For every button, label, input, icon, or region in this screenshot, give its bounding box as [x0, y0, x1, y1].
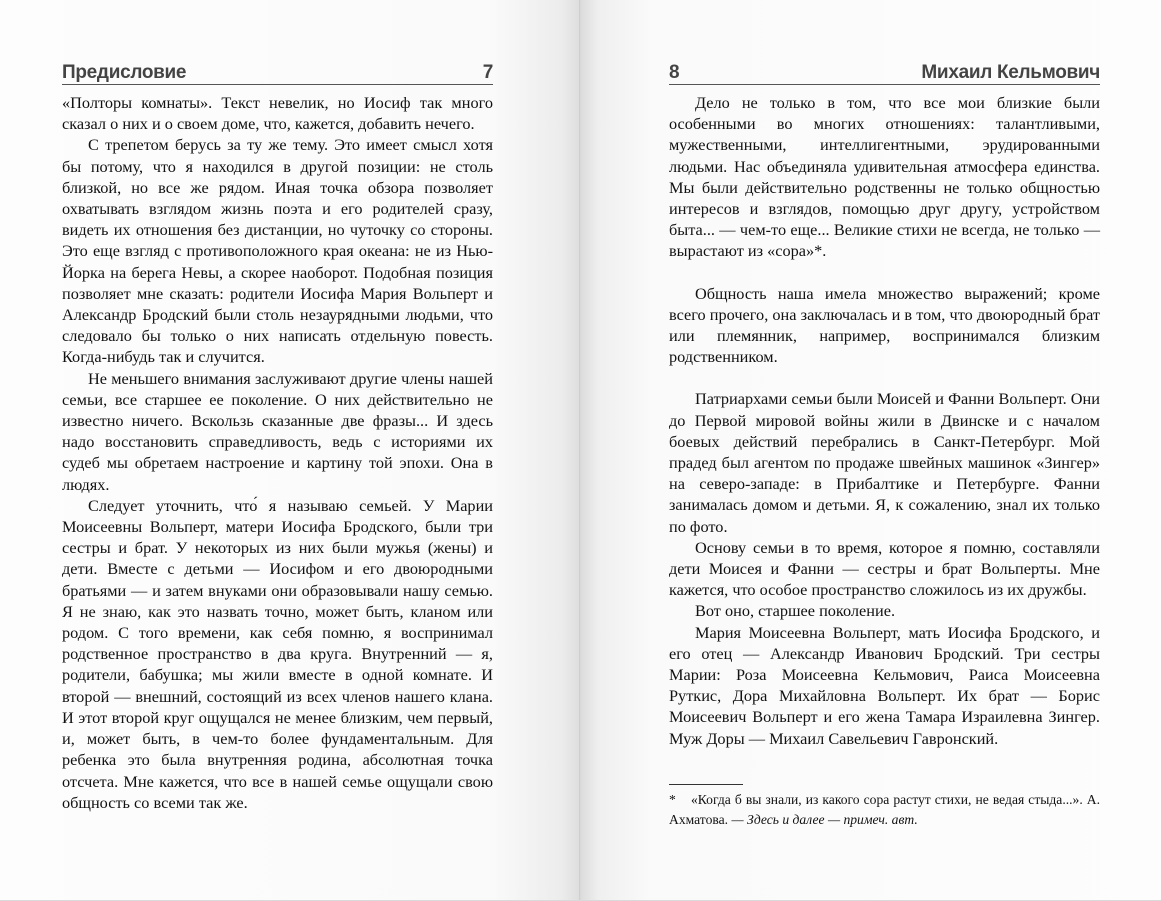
right-page	[581, 0, 1161, 900]
page-number: 8	[669, 62, 680, 83]
page-number: 7	[482, 62, 493, 83]
paragraph: Не меньшего внимания заслуживают другие члены нашей семьи, все старшее ее поколение. О них действительно не известно ничего. Вскользь сказанные две фразы... И здесь надо восстановить справедливость, ведь с историями их судеб мы обретаем настроение и картину той эпохи. Она в людях.	[62, 368, 493, 494]
paragraph: Общность наша имела множество выражений; кроме всего прочего, она заключалась и в том, что двоюродный брат или племянник, например, воспринимался близким родственником.	[669, 283, 1100, 367]
footnote-mark: *	[669, 792, 676, 807]
paragraph: Вот оно, старшее поколение.	[695, 601, 896, 621]
footnote	[669, 790, 1100, 830]
paragraph: Дело не только в том, что все мои близкие были особенными во многих отношениях: талантливыми, мужественными, интеллигентными, эрудированными людьми. Нас объединяла удивительная атмосфера единства. Мы были действительно родственны не только общностью интересов и взглядов, помощью друг другу, устройством быта... — чем-то еще... Великие стихи не всегда, не только — вырастают из «сора»*.	[669, 93, 1100, 261]
footnote-author: А. Ахматова.	[669, 792, 1100, 827]
body-text	[62, 92, 493, 813]
footnote-note: — Здесь и далее — примеч. авт.	[731, 812, 918, 827]
running-title: Михаил Кельмович	[921, 62, 1100, 83]
paragraph: Основу семьи в то время, которое я помню, составляли дети Моисея и Фанни — сестры и брат Вольперты. Мне кажется, что особое пространство сложилось из их дружбы.	[669, 537, 1100, 600]
footnote-rule	[669, 784, 743, 785]
left-page	[0, 0, 580, 900]
body-text	[669, 92, 1100, 749]
paragraph: «Полторы комнаты». Текст невелик, но Иосиф так много сказал о них и о своем доме, что, кажется, добавить нечего.	[62, 93, 493, 134]
running-header	[669, 60, 1100, 85]
paragraph: Мария Моисеевна Вольперт, мать Иосифа Бродского, и его отец — Александр Иванович Бродский. Три сестры Марии: Роза Моисеевна Кельмович, Раиса Моисеевна Руткис, Дора Михайловна Вольперт. Их брат — Борис Моисеевич Вольперт и его жена Тамара Израилевна Зингер. Муж Доры — Михаил Савельевич Гавронский.	[669, 622, 1100, 748]
paragraph: Следует уточнить, что́ я называю семьей. У Марии Моисеевны Вольперт, матери Иосифа Бродского, были три сестры и брат. У некоторых из них были мужья (жены) и дети. Вместе с детьми — Иосифом и его двоюродными братьями — и затем внуками они образовывали нашу семью. Я не знаю, как это назвать точно, может быть, кланом или родом. С того времени, как себя помню, я воспринимал родственное пространство в два круга. Внутренний — я, родители, бабушка; мы жили вместе в одной комнате. И второй — внешний, состоящий из всех членов нашего клана. И этот второй круг ощущался не менее близким, чем первый, и, может быть, в чем-то более фундаментальным. Для ребенка это была внутренняя родина, абсолютная точка отсчета. Мне кажется, что все в нашей семье ощущали свою общность со всеми так же.	[62, 495, 493, 812]
running-header	[62, 60, 493, 85]
footnote-quote: «Когда б вы знали, из какого сора растут стихи, не ведая стыда...».	[691, 792, 1083, 807]
paragraph: Патриархами семьи были Моисей и Фанни Вольперт. Они до Первой мировой войны жили в Двинске и с началом боевых действий перебрались в Санкт-Петербург. Мой прадед был агентом по продаже швейных машинок «Зингер» на северо-западе: в Прибалтике и Петербурге. Фанни занималась домом и детьми. Я, к сожалению, знал их только по фото.	[669, 389, 1100, 536]
paragraph: С трепетом берусь за ту же тему. Это имеет смысл хотя бы потому, что я находился в другой позиции: не столь близкой, но все же рядом. Иная точка обзора позволяет охватывать взглядом жизнь поэта и его родителей сразу, видеть их отношения без дистанции, но чуточку со стороны. Это еще взгляд с противоположного края океана: не из Нью-Йорка на берега Невы, а скорее наоборот. Подобная позиция позволяет мне сказать: родители Иосифа Мария Вольперт и Александр Бродский были столь незаурядными людьми, что следовало бы только о них написать отдельную повесть. Когда-нибудь так и случится.	[62, 135, 493, 367]
running-title: Предисловие	[62, 62, 187, 83]
